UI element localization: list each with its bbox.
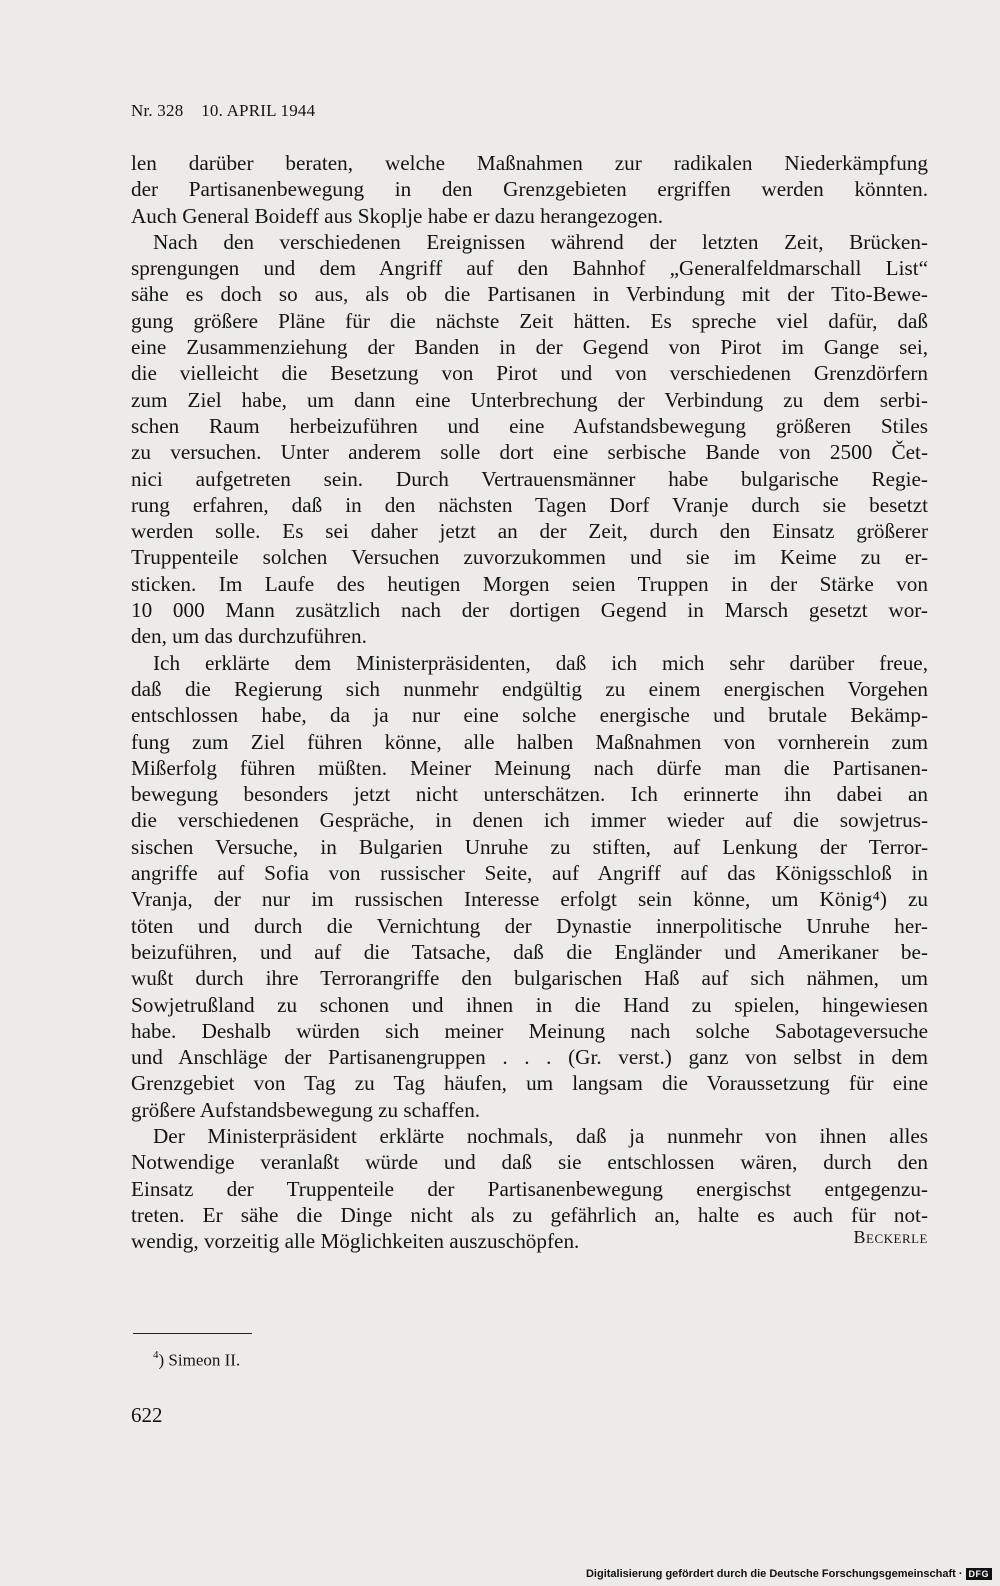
footnote-text: Simeon II. xyxy=(168,1350,241,1370)
text-line: größere Aufstandsbewegung zu schaffen. xyxy=(131,1097,481,1122)
text-line: Vranja, der nur im russischen Interesse erfolgt sein könne, um König⁴) zu xyxy=(131,887,928,912)
text-line: gung größere Pläne für die nächste Zeit hätten. Es spreche viel dafür, daß xyxy=(131,308,928,333)
text-line: die verschiedenen Gespräche, in denen ich immer wieder auf die sowjetrus- xyxy=(131,808,928,833)
footnote-rule xyxy=(133,1333,252,1334)
dfg-logo-icon: DFG xyxy=(966,1568,993,1580)
text-line: zum Ziel habe, um dann eine Unterbrechung der Verbindung zu dem serbi- xyxy=(131,387,928,412)
text-line: Einsatz der Truppenteile der Partisanenbewegung energischst entgegenzu- xyxy=(131,1176,928,1201)
page-header xyxy=(131,101,315,121)
text-line: sischen Versuche, in Bulgarien Unruhe zu stiften, auf Lenkung der Terror- xyxy=(131,834,928,859)
text-line: rung erfahren, daß in den nächsten Tagen Dorf Vranje durch sie besetzt xyxy=(131,492,928,517)
text-line: len darüber beraten, welche Maßnahmen zur radikalen Niederkämpfung xyxy=(131,151,928,175)
text-line: habe. Deshalb würden sich meiner Meinung nach solche Sabotageversuche xyxy=(131,1018,928,1043)
text-line: wendig, vorzeitig alle Möglichkeiten auszuschöpfen. xyxy=(131,1229,580,1254)
text-line: Grenzgebiet von Tag zu Tag häufen, um langsam die Voraussetzung für eine xyxy=(131,1071,928,1096)
footnote: $^4$) Simeon II. xyxy=(153,1349,241,1370)
text-line: die vielleicht die Besetzung von Pirot und von verschiedenen Grenzdörfern xyxy=(131,361,928,386)
text-line: zu versuchen. Unter anderem solle dort eine serbische Bande von 2500 Čet- xyxy=(131,440,928,465)
text-line: Sowjetrußland zu schonen und ihnen in die Hand zu spielen, hingewiesen xyxy=(131,992,928,1017)
text-line: beizuführen, und auf die Tatsache, daß die Engländer und Amerikaner be- xyxy=(131,939,928,964)
text-line: töten und durch die Vernichtung der Dynastie innerpolitische Unruhe her- xyxy=(131,913,928,938)
text-line: 10 000 Mann zusätzlich nach der dortigen Gegend in Marsch gesetzt wor- xyxy=(131,598,928,623)
text-line: schen Raum herbeizuführen und eine Aufstandsbewegung größeren Stiles xyxy=(131,413,928,438)
text-line: Truppenteile solchen Versuchen zuvorzukommen und sie im Keime zu er- xyxy=(131,545,928,570)
body-text xyxy=(131,150,928,1254)
text-line: angriffe auf Sofia von russischer Seite, auf Angriff auf das Königsschloß in xyxy=(131,861,928,886)
text-line: Notwendige veranlaßt würde und daß sie entschlossen wären, durch den xyxy=(131,1150,928,1175)
text-line: sticken. Im Laufe des heutigen Morgen seien Truppen in der Stärke von xyxy=(131,571,928,596)
digitization-notice xyxy=(586,1568,992,1580)
footnote-marker: 4 xyxy=(153,1349,159,1361)
document-date: 10. APRIL 1944 xyxy=(201,101,316,120)
text-line: sähe es doch so aus, als ob die Partisanen in Verbindung mit der Tito-Bewe- xyxy=(131,282,928,307)
text-line: treten. Er sähe die Dinge nicht als zu gefährlich an, halte es auch für not- xyxy=(131,1202,928,1227)
text-line: und Anschläge der Partisanengruppen . . . (Gr. verst.) ganz von selbst in dem xyxy=(131,1045,928,1070)
text-line: Nach den verschiedenen Ereignissen während der letzten Zeit, Brücken- xyxy=(153,229,928,254)
text-line: Mißerfolg führen müßten. Meiner Meinung nach dürfe man die Partisanen- xyxy=(131,755,928,780)
signature: Beckerle xyxy=(853,1227,928,1247)
digitization-text: Digitalisierung gefördert durch die Deutsche Forschungsgemeinschaft · xyxy=(585,1568,963,1580)
page-number: 622 xyxy=(131,1403,163,1427)
document-number: Nr. 328 xyxy=(131,101,184,120)
text-line: werden solle. Es sei daher jetzt an der Zeit, durch den Einsatz größerer xyxy=(131,519,928,544)
text-line: sprengungen und dem Angriff auf den Bahnhof „Generalfeldmarschall List“ xyxy=(131,256,928,281)
text-line: der Partisanenbewegung in den Grenzgebieten ergriffen werden könnten. xyxy=(131,177,928,202)
text-line: wußt durch ihre Terrorangriffe den bulgarischen Haß auf sich nähmen, um xyxy=(131,966,928,991)
text-line: daß die Regierung sich nunmehr endgültig zu einem energischen Vorgehen xyxy=(131,676,928,701)
text-line: nici aufgetreten sein. Durch Vertrauensmänner habe bulgarische Regie- xyxy=(131,466,928,491)
text-line: Ich erklärte dem Ministerpräsidenten, daß ich mich sehr darüber freue, xyxy=(153,650,928,675)
text-line: entschlossen habe, da ja nur eine solche energische und brutale Bekämp- xyxy=(131,703,928,728)
text-line: Auch General Boideff aus Skoplje habe er dazu herangezogen. xyxy=(131,203,664,228)
text-line: Der Ministerpräsident erklärte nochmals, daß ja nunmehr von ihnen alles xyxy=(153,1123,928,1148)
text-line: den, um das durchzuführen. xyxy=(131,624,367,649)
text-line: bewegung besonders jetzt nicht unterschätzen. Ich erinnerte ihn dabei an xyxy=(131,782,928,807)
text-line: eine Zusammenziehung der Banden in der Gegend von Pirot im Gange sei, xyxy=(131,335,928,360)
text-line: fung zum Ziel führen könne, alle halben Maßnahmen von vornherein zum xyxy=(131,729,928,754)
